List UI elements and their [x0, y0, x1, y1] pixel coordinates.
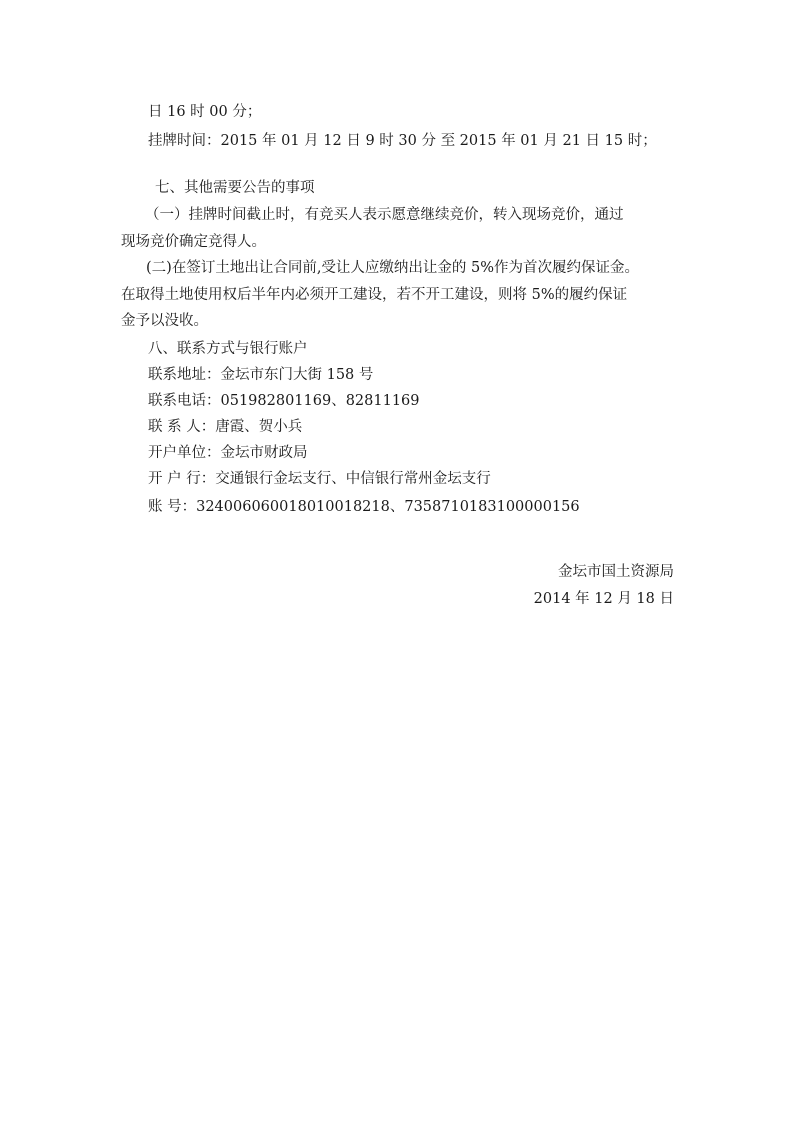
opening-bank: 开 户 行：交通银行金坛支行、中信银行常州金坛支行 — [148, 471, 491, 487]
item-1-line-1: （一）挂牌时间截止时，有竞买人表示愿意继续竞价，转入现场竞价，通过 — [145, 207, 624, 223]
item-2-line-2: 在取得土地使用权后半年内必须开工建设，若不开工建设，则将 5%的履约保证 — [121, 287, 628, 303]
issuing-authority: 金坛市国土资源局 — [558, 564, 674, 580]
contact-person: 联 系 人：唐霞、贺小兵 — [148, 419, 303, 435]
contact-phone: 联系电话：051982801169、82811169 — [148, 393, 420, 409]
section-8-heading: 八、联系方式与银行账户 — [148, 341, 308, 357]
listing-time-line: 挂牌时间：2015 年 01 月 12 日 9 时 30 分 至 2015 年 01 月 21 日 15 时； — [148, 133, 657, 149]
item-2-line-1: (二)在签订土地出让合同前,受让人应缴纳出让金的 5%作为首次履约保证金。 — [146, 260, 640, 276]
issue-date: 2014 年 12 月 18 日 — [533, 591, 674, 607]
item-2-line-3: 金予以没收。 — [121, 313, 208, 329]
account-number: 账 号：324006060018010018218、7358710183100000156 — [148, 499, 580, 515]
section-7-heading: 七、其他需要公告的事项 — [155, 180, 315, 196]
account-unit: 开户单位：金坛市财政局 — [148, 445, 308, 461]
contact-address: 联系地址：金坛市东门大街 158 号 — [148, 367, 374, 383]
deadline-line: 日 16 时 00 分； — [148, 104, 262, 120]
item-1-line-2: 现场竞价确定竞得人。 — [121, 234, 266, 250]
